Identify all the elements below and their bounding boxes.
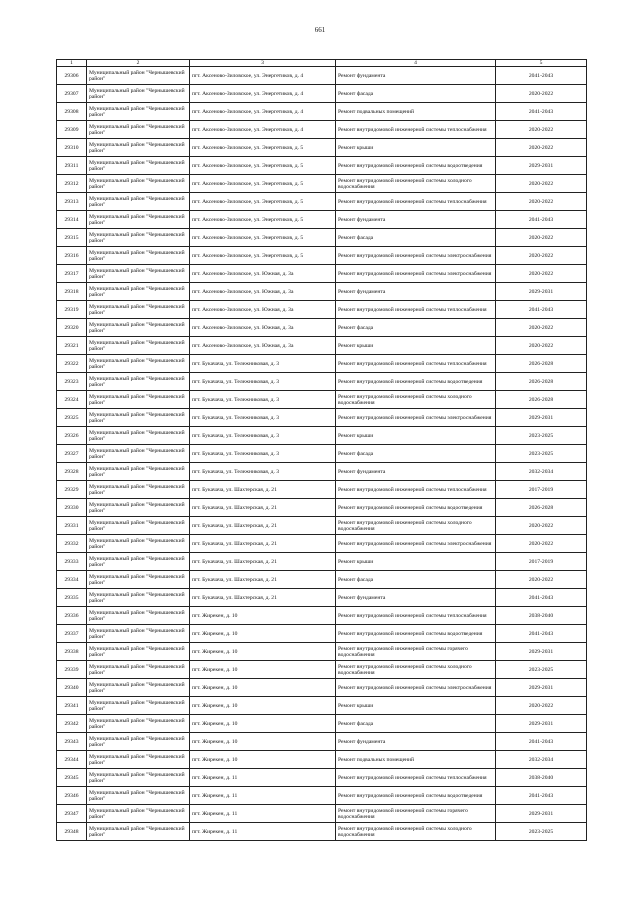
period-cell: 2020-2022 [496, 85, 587, 103]
period-cell: 2020-2022 [496, 517, 587, 535]
work-type-cell: Ремонт внутридомовой инженерной системы водоотведения [336, 373, 496, 391]
table-row [57, 301, 587, 319]
municipality-cell: Муниципальный район "Чернышевский район" [87, 805, 190, 823]
address-cell: пгт. Аксеново-Зиловское, ул. Энергетиков, д. 5 [190, 211, 336, 229]
period-cell: 2020-2022 [496, 229, 587, 247]
row-number-cell: 29334 [57, 571, 87, 589]
work-type-cell: Ремонт внутридомовой инженерной системы холодного водоснабжения [336, 661, 496, 679]
municipality-cell: Муниципальный район "Чернышевский район" [87, 661, 190, 679]
row-number-cell: 29340 [57, 679, 87, 697]
row-number-cell: 29346 [57, 787, 87, 805]
period-cell: 2041-2043 [496, 625, 587, 643]
period-cell: 2029-2031 [496, 715, 587, 733]
row-number-cell: 29324 [57, 391, 87, 409]
address-cell: пгт. Аксеново-Зиловское, ул. Энергетиков, д. 5 [190, 175, 336, 193]
row-number-cell: 29317 [57, 265, 87, 283]
work-type-cell: Ремонт фасада [336, 229, 496, 247]
municipality-cell: Муниципальный район "Чернышевский район" [87, 427, 190, 445]
row-number-cell: 29308 [57, 103, 87, 121]
table-row [57, 769, 587, 787]
period-cell: 2041-2043 [496, 589, 587, 607]
period-cell: 2020-2022 [496, 247, 587, 265]
table-row [57, 787, 587, 805]
address-cell: пгт. Букачача, ул. Тележниковая, д. 3 [190, 427, 336, 445]
row-number-cell: 29323 [57, 373, 87, 391]
work-type-cell: Ремонт крыши [336, 553, 496, 571]
table-row [57, 85, 587, 103]
row-number-cell: 29307 [57, 85, 87, 103]
table-row [57, 229, 587, 247]
table-row [57, 481, 587, 499]
row-number-cell: 29328 [57, 463, 87, 481]
work-type-cell: Ремонт крыши [336, 139, 496, 157]
work-type-cell: Ремонт внутридомовой инженерной системы электроснабжения [336, 409, 496, 427]
address-cell: пгт. Аксеново-Зиловское, ул. Энергетиков, д. 5 [190, 157, 336, 175]
municipality-cell: Муниципальный район "Чернышевский район" [87, 517, 190, 535]
table-row [57, 823, 587, 841]
address-cell: пгт. Букачача, ул. Тележниковая, д. 3 [190, 391, 336, 409]
municipality-cell: Муниципальный район "Чернышевский район" [87, 697, 190, 715]
address-cell: пгт. Аксеново-Зиловское, ул. Энергетиков, д. 4 [190, 103, 336, 121]
row-number-cell: 29337 [57, 625, 87, 643]
period-cell: 2020-2022 [496, 337, 587, 355]
table-row [57, 535, 587, 553]
row-number-cell: 29313 [57, 193, 87, 211]
table-row [57, 319, 587, 337]
work-type-cell: Ремонт внутридомовой инженерной системы водоотведения [336, 625, 496, 643]
address-cell: пгт. Аксеново-Зиловское, ул. Южная, д. 3а [190, 283, 336, 301]
table-row [57, 445, 587, 463]
municipality-cell: Муниципальный район "Чернышевский район" [87, 121, 190, 139]
address-cell: пгт. Жирекен, д. 11 [190, 823, 336, 841]
column-header: 1 [57, 60, 87, 67]
municipality-cell: Муниципальный район "Чернышевский район" [87, 481, 190, 499]
work-type-cell: Ремонт внутридомовой инженерной системы теплоснабжения [336, 481, 496, 499]
row-number-cell: 29338 [57, 643, 87, 661]
work-type-cell: Ремонт внутридомовой инженерной системы теплоснабжения [336, 121, 496, 139]
municipality-cell: Муниципальный район "Чернышевский район" [87, 337, 190, 355]
table-row [57, 571, 587, 589]
address-cell: пгт. Жирекен, д. 10 [190, 751, 336, 769]
municipality-cell: Муниципальный район "Чернышевский район" [87, 571, 190, 589]
municipality-cell: Муниципальный район "Чернышевский район" [87, 769, 190, 787]
address-cell: пгт. Букачача, ул. Шахтерская, д. 21 [190, 553, 336, 571]
row-number-cell: 29316 [57, 247, 87, 265]
municipality-cell: Муниципальный район "Чернышевский район" [87, 751, 190, 769]
table-row [57, 373, 587, 391]
municipality-cell: Муниципальный район "Чернышевский район" [87, 643, 190, 661]
row-number-cell: 29348 [57, 823, 87, 841]
address-cell: пгт. Аксеново-Зиловское, ул. Энергетиков, д. 5 [190, 229, 336, 247]
municipality-cell: Муниципальный район "Чернышевский район" [87, 823, 190, 841]
period-cell: 2017-2019 [496, 553, 587, 571]
page-number: 661 [314, 26, 326, 34]
period-cell: 2026-2028 [496, 391, 587, 409]
table-row [57, 463, 587, 481]
address-cell: пгт. Букачача, ул. Шахтерская, д. 21 [190, 571, 336, 589]
period-cell: 2041-2043 [496, 787, 587, 805]
period-cell: 2041-2043 [496, 67, 587, 85]
table-row [57, 589, 587, 607]
period-cell: 2020-2022 [496, 175, 587, 193]
address-cell: пгт. Букачача, ул. Тележниковая, д. 3 [190, 409, 336, 427]
municipality-cell: Муниципальный район "Чернышевский район" [87, 607, 190, 625]
period-cell: 2041-2043 [496, 733, 587, 751]
table-row [57, 427, 587, 445]
period-cell: 2023-2025 [496, 427, 587, 445]
table-row [57, 157, 587, 175]
municipality-cell: Муниципальный район "Чернышевский район" [87, 391, 190, 409]
address-cell: пгт. Букачача, ул. Шахтерская, д. 21 [190, 589, 336, 607]
period-cell: 2020-2022 [496, 193, 587, 211]
address-cell: пгт. Жирекен, д. 10 [190, 733, 336, 751]
table-row [57, 697, 587, 715]
address-cell: пгт. Аксеново-Зиловское, ул. Энергетиков, д. 5 [190, 247, 336, 265]
table-body [57, 67, 587, 841]
municipality-cell: Муниципальный район "Чернышевский район" [87, 229, 190, 247]
table-row [57, 805, 587, 823]
address-cell: пгт. Аксеново-Зиловское, ул. Энергетиков, д. 5 [190, 193, 336, 211]
table-row [57, 499, 587, 517]
work-type-cell: Ремонт внутридомовой инженерной системы теплоснабжения [336, 355, 496, 373]
municipality-cell: Муниципальный район "Чернышевский район" [87, 211, 190, 229]
header-row [57, 60, 587, 67]
row-number-cell: 29332 [57, 535, 87, 553]
work-type-cell: Ремонт внутридомовой инженерной системы электроснабжения [336, 247, 496, 265]
work-type-cell: Ремонт внутридомовой инженерной системы теплоснабжения [336, 301, 496, 319]
table-row [57, 103, 587, 121]
row-number-cell: 29309 [57, 121, 87, 139]
period-cell: 2041-2043 [496, 211, 587, 229]
period-cell: 2020-2022 [496, 319, 587, 337]
work-type-cell: Ремонт внутридомовой инженерной системы теплоснабжения [336, 769, 496, 787]
table-row [57, 175, 587, 193]
repair-schedule-table [56, 59, 587, 841]
address-cell: пгт. Аксеново-Зиловское, ул. Южная, д. 3а [190, 337, 336, 355]
address-cell: пгт. Жирекен, д. 11 [190, 787, 336, 805]
work-type-cell: Ремонт крыши [336, 697, 496, 715]
row-number-cell: 29322 [57, 355, 87, 373]
address-cell: пгт. Аксеново-Зиловское, ул. Энергетиков, д. 5 [190, 139, 336, 157]
period-cell: 2020-2022 [496, 121, 587, 139]
address-cell: пгт. Аксеново-Зиловское, ул. Энергетиков, д. 4 [190, 121, 336, 139]
period-cell: 2023-2025 [496, 823, 587, 841]
period-cell: 2026-2028 [496, 355, 587, 373]
address-cell: пгт. Жирекен, д. 11 [190, 769, 336, 787]
table-row [57, 661, 587, 679]
address-cell: пгт. Букачача, ул. Шахтерская, д. 21 [190, 517, 336, 535]
table-row [57, 139, 587, 157]
municipality-cell: Муниципальный район "Чернышевский район" [87, 499, 190, 517]
municipality-cell: Муниципальный район "Чернышевский район" [87, 679, 190, 697]
work-type-cell: Ремонт фундамента [336, 463, 496, 481]
row-number-cell: 29342 [57, 715, 87, 733]
municipality-cell: Муниципальный район "Чернышевский район" [87, 553, 190, 571]
row-number-cell: 29318 [57, 283, 87, 301]
row-number-cell: 29344 [57, 751, 87, 769]
address-cell: пгт. Жирекен, д. 10 [190, 643, 336, 661]
municipality-cell: Муниципальный район "Чернышевский район" [87, 85, 190, 103]
period-cell: 2023-2025 [496, 445, 587, 463]
period-cell: 2029-2031 [496, 409, 587, 427]
table-row [57, 517, 587, 535]
municipality-cell: Муниципальный район "Чернышевский район" [87, 265, 190, 283]
address-cell: пгт. Аксеново-Зиловское, ул. Южная, д. 3а [190, 265, 336, 283]
address-cell: пгт. Жирекен, д. 10 [190, 715, 336, 733]
period-cell: 2041-2043 [496, 301, 587, 319]
municipality-cell: Муниципальный район "Чернышевский район" [87, 283, 190, 301]
work-type-cell: Ремонт фасада [336, 319, 496, 337]
address-cell: пгт. Жирекен, д. 10 [190, 697, 336, 715]
period-cell: 2041-2043 [496, 103, 587, 121]
work-type-cell: Ремонт внутридомовой инженерной системы водоотведения [336, 157, 496, 175]
row-number-cell: 29320 [57, 319, 87, 337]
column-header: 3 [190, 60, 336, 67]
row-number-cell: 29341 [57, 697, 87, 715]
address-cell: пгт. Аксеново-Зиловское, ул. Энергетиков, д. 4 [190, 67, 336, 85]
address-cell: пгт. Букачача, ул. Тележниковая, д. 3 [190, 463, 336, 481]
municipality-cell: Муниципальный район "Чернышевский район" [87, 787, 190, 805]
address-cell: пгт. Букачача, ул. Тележниковая, д. 3 [190, 373, 336, 391]
table-row [57, 67, 587, 85]
address-cell: пгт. Аксеново-Зиловское, ул. Южная, д. 3а [190, 301, 336, 319]
row-number-cell: 29311 [57, 157, 87, 175]
row-number-cell: 29325 [57, 409, 87, 427]
period-cell: 2029-2031 [496, 283, 587, 301]
address-cell: пгт. Букачача, ул. Тележниковая, д. 3 [190, 445, 336, 463]
period-cell: 2029-2031 [496, 679, 587, 697]
work-type-cell: Ремонт фасада [336, 571, 496, 589]
work-type-cell: Ремонт внутридомовой инженерной системы электроснабжения [336, 265, 496, 283]
municipality-cell: Муниципальный район "Чернышевский район" [87, 247, 190, 265]
municipality-cell: Муниципальный район "Чернышевский район" [87, 733, 190, 751]
work-type-cell: Ремонт внутридомовой инженерной системы водоотведения [336, 499, 496, 517]
work-type-cell: Ремонт фундамента [336, 211, 496, 229]
period-cell: 2017-2019 [496, 481, 587, 499]
address-cell: пгт. Жирекен, д. 11 [190, 805, 336, 823]
row-number-cell: 29336 [57, 607, 87, 625]
municipality-cell: Муниципальный район "Чернышевский район" [87, 373, 190, 391]
table-header [57, 60, 587, 67]
address-cell: пгт. Жирекен, д. 10 [190, 679, 336, 697]
municipality-cell: Муниципальный район "Чернышевский район" [87, 301, 190, 319]
table-row [57, 643, 587, 661]
table-row [57, 553, 587, 571]
address-cell: пгт. Аксеново-Зиловское, ул. Энергетиков, д. 4 [190, 85, 336, 103]
period-cell: 2032-2034 [496, 463, 587, 481]
period-cell: 2020-2022 [496, 265, 587, 283]
municipality-cell: Муниципальный район "Чернышевский район" [87, 319, 190, 337]
table-row [57, 679, 587, 697]
table-row [57, 193, 587, 211]
period-cell: 2038-2040 [496, 607, 587, 625]
work-type-cell: Ремонт внутридомовой инженерной системы электроснабжения [336, 535, 496, 553]
municipality-cell: Муниципальный район "Чернышевский район" [87, 103, 190, 121]
work-type-cell: Ремонт подвальных помещений [336, 751, 496, 769]
period-cell: 2038-2040 [496, 769, 587, 787]
row-number-cell: 29327 [57, 445, 87, 463]
work-type-cell: Ремонт внутридомовой инженерной системы холодного водоснабжения [336, 823, 496, 841]
municipality-cell: Муниципальный район "Чернышевский район" [87, 535, 190, 553]
work-type-cell: Ремонт внутридомовой инженерной системы холодного водоснабжения [336, 391, 496, 409]
municipality-cell: Муниципальный район "Чернышевский район" [87, 445, 190, 463]
table-row [57, 391, 587, 409]
work-type-cell: Ремонт внутридомовой инженерной системы теплоснабжения [336, 193, 496, 211]
address-cell: пгт. Аксеново-Зиловское, ул. Южная, д. 3а [190, 319, 336, 337]
row-number-cell: 29312 [57, 175, 87, 193]
row-number-cell: 29335 [57, 589, 87, 607]
row-number-cell: 29326 [57, 427, 87, 445]
period-cell: 2020-2022 [496, 571, 587, 589]
row-number-cell: 29339 [57, 661, 87, 679]
work-type-cell: Ремонт внутридомовой инженерной системы холодного водоснабжения [336, 175, 496, 193]
row-number-cell: 29315 [57, 229, 87, 247]
municipality-cell: Муниципальный район "Чернышевский район" [87, 139, 190, 157]
work-type-cell: Ремонт внутридомовой инженерной системы горячего водоснабжения [336, 643, 496, 661]
table-row [57, 733, 587, 751]
work-type-cell: Ремонт фасада [336, 715, 496, 733]
work-type-cell: Ремонт фасада [336, 85, 496, 103]
work-type-cell: Ремонт фундамента [336, 67, 496, 85]
row-number-cell: 29331 [57, 517, 87, 535]
municipality-cell: Муниципальный район "Чернышевский район" [87, 463, 190, 481]
table-row [57, 715, 587, 733]
table-row [57, 751, 587, 769]
period-cell: 2020-2022 [496, 139, 587, 157]
period-cell: 2023-2025 [496, 661, 587, 679]
address-cell: пгт. Букачача, ул. Шахтерская, д. 21 [190, 499, 336, 517]
address-cell: пгт. Жирекен, д. 10 [190, 607, 336, 625]
table-row [57, 355, 587, 373]
municipality-cell: Муниципальный район "Чернышевский район" [87, 589, 190, 607]
work-type-cell: Ремонт крыши [336, 337, 496, 355]
table-row [57, 247, 587, 265]
work-type-cell: Ремонт фундамента [336, 283, 496, 301]
row-number-cell: 29343 [57, 733, 87, 751]
municipality-cell: Муниципальный район "Чернышевский район" [87, 625, 190, 643]
row-number-cell: 29306 [57, 67, 87, 85]
row-number-cell: 29314 [57, 211, 87, 229]
work-type-cell: Ремонт фундамента [336, 589, 496, 607]
period-cell: 2032-2034 [496, 751, 587, 769]
period-cell: 2026-2028 [496, 373, 587, 391]
work-type-cell: Ремонт крыши [336, 427, 496, 445]
table-row [57, 283, 587, 301]
period-cell: 2029-2031 [496, 643, 587, 661]
column-header: 2 [87, 60, 190, 67]
table-row [57, 121, 587, 139]
address-cell: пгт. Букачача, ул. Тележниковая, д. 3 [190, 355, 336, 373]
work-type-cell: Ремонт фасада [336, 445, 496, 463]
period-cell: 2020-2022 [496, 697, 587, 715]
work-type-cell: Ремонт внутридомовой инженерной системы водоотведения [336, 787, 496, 805]
address-cell: пгт. Букачача, ул. Шахтерская, д. 21 [190, 535, 336, 553]
work-type-cell: Ремонт внутридомовой инженерной системы теплоснабжения [336, 607, 496, 625]
municipality-cell: Муниципальный район "Чернышевский район" [87, 355, 190, 373]
row-number-cell: 29319 [57, 301, 87, 319]
work-type-cell: Ремонт подвальных помещений [336, 103, 496, 121]
row-number-cell: 29347 [57, 805, 87, 823]
table-row [57, 625, 587, 643]
municipality-cell: Муниципальный район "Чернышевский район" [87, 409, 190, 427]
table-row [57, 607, 587, 625]
municipality-cell: Муниципальный район "Чернышевский район" [87, 67, 190, 85]
row-number-cell: 29310 [57, 139, 87, 157]
work-type-cell: Ремонт внутридомовой инженерной системы электроснабжения [336, 679, 496, 697]
municipality-cell: Муниципальный район "Чернышевский район" [87, 157, 190, 175]
address-cell: пгт. Жирекен, д. 10 [190, 625, 336, 643]
work-type-cell: Ремонт внутридомовой инженерной системы холодного водоснабжения [336, 517, 496, 535]
municipality-cell: Муниципальный район "Чернышевский район" [87, 715, 190, 733]
work-type-cell: Ремонт фундамента [336, 733, 496, 751]
address-cell: пгт. Букачача, ул. Шахтерская, д. 21 [190, 481, 336, 499]
row-number-cell: 29329 [57, 481, 87, 499]
row-number-cell: 29330 [57, 499, 87, 517]
period-cell: 2026-2028 [496, 499, 587, 517]
row-number-cell: 29345 [57, 769, 87, 787]
period-cell: 2020-2022 [496, 535, 587, 553]
table-row [57, 211, 587, 229]
row-number-cell: 29333 [57, 553, 87, 571]
period-cell: 2029-2031 [496, 805, 587, 823]
table-row [57, 337, 587, 355]
column-header: 4 [336, 60, 496, 67]
address-cell: пгт. Жирекен, д. 10 [190, 661, 336, 679]
municipality-cell: Муниципальный район "Чернышевский район" [87, 193, 190, 211]
table-row [57, 265, 587, 283]
column-header: 5 [496, 60, 587, 67]
period-cell: 2029-2031 [496, 157, 587, 175]
municipality-cell: Муниципальный район "Чернышевский район" [87, 175, 190, 193]
row-number-cell: 29321 [57, 337, 87, 355]
work-type-cell: Ремонт внутридомовой инженерной системы горячего водоснабжения [336, 805, 496, 823]
table-row [57, 409, 587, 427]
